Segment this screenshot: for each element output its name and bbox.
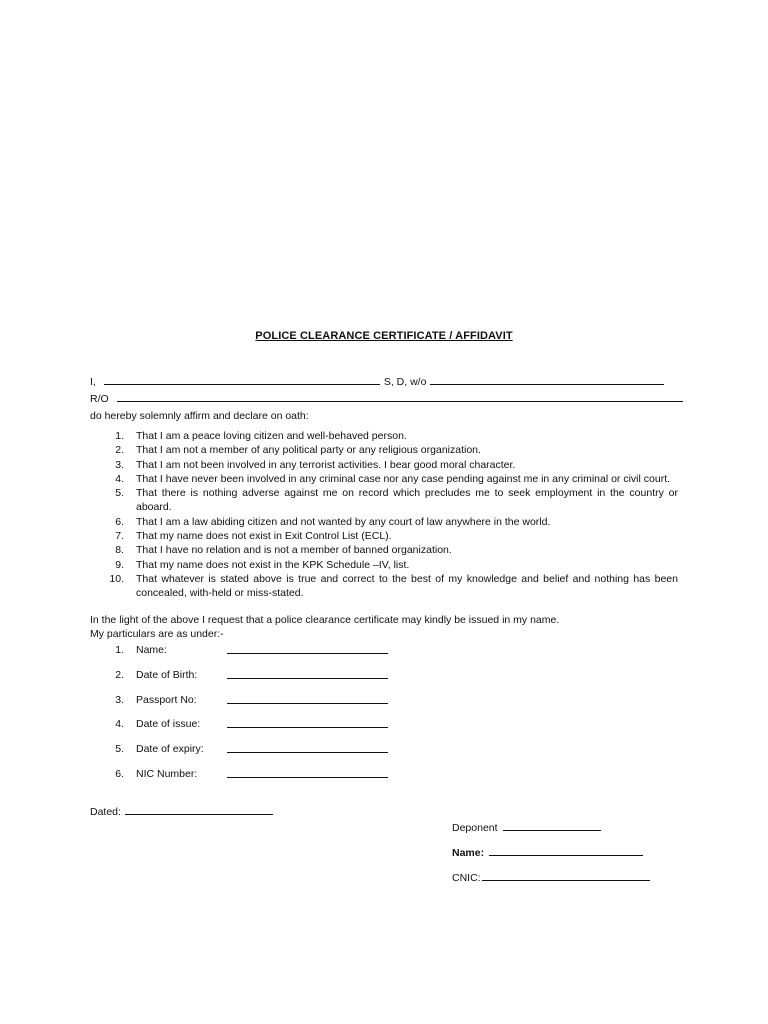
cnic-label: CNIC: — [452, 872, 481, 884]
date-of-expiry-field[interactable] — [227, 752, 388, 753]
passport-number-field[interactable] — [227, 703, 388, 704]
particular-item: 4. Date of issue: — [90, 717, 410, 742]
dated-label: Dated: — [90, 806, 121, 818]
name-blank[interactable] — [104, 375, 380, 385]
date-of-birth-field[interactable] — [227, 678, 388, 679]
deponent-label: Deponent — [452, 822, 498, 834]
name-prefix: I, — [90, 376, 96, 388]
declaration-item: 5. That there is nothing adverse against me on record which precludes me to seek employment in the country or aboard. — [115, 487, 678, 514]
residence-line — [90, 392, 683, 405]
declaration-item: 3. That I am not been involved in any terrorist activities. I bear good moral character. — [115, 458, 516, 471]
particular-label: Date of expiry: — [136, 743, 204, 756]
relation-label: S, D, w/o — [383, 376, 427, 388]
declaration-item: 2. That I am not a member of any political party or any religious organization. — [115, 444, 481, 457]
name-line — [90, 375, 664, 388]
deponent-blank[interactable] — [503, 821, 601, 831]
particular-label: NIC Number: — [136, 767, 198, 780]
declaration-item: 10. That whatever is stated above is true and correct to the best of my knowledge and belief and nothing has been concealed, with-held or miss-stated. — [109, 572, 678, 600]
particular-label: Date of issue: — [136, 718, 201, 731]
relation-blank[interactable] — [430, 375, 664, 385]
particular-item: 5. Date of expiry: — [90, 742, 410, 767]
residence-prefix: R/O — [90, 393, 109, 405]
particular-item: 1. Name: — [90, 643, 410, 668]
residence-blank[interactable] — [117, 392, 683, 402]
cnic-blank[interactable] — [482, 871, 650, 881]
declaration-item: 4. That I have never been involved in any criminal case nor any case pending against me in any criminal or civil court. — [115, 472, 671, 485]
declaration-item: 7. That my name does not exist in Exit Control List (ECL). — [115, 530, 392, 543]
deponent-line — [452, 821, 601, 834]
particular-label: Passport No: — [136, 693, 197, 706]
name-field[interactable] — [227, 653, 388, 654]
request-text: In the light of the above I request that a police clearance certificate may kindly be issued in my name. — [90, 614, 560, 626]
declaration-item: 8. That I have no relation and is not a member of banned organization. — [115, 544, 452, 557]
declaration-item: 1. That I am a peace loving citizen and well-behaved person. — [115, 430, 407, 442]
particulars-intro: My particulars are as under:- — [90, 628, 224, 640]
dated-line — [90, 805, 273, 818]
date-of-issue-field[interactable] — [227, 727, 388, 728]
particular-item: 6. NIC Number: — [90, 767, 410, 792]
particulars-list — [90, 643, 410, 792]
declaration-item: 9. That my name does not exist in the KPK Schedule –IV, list. — [115, 558, 410, 571]
dated-blank[interactable] — [125, 805, 273, 815]
oath-intro: do hereby solemnly affirm and declare on oath: — [90, 410, 309, 422]
declaration-item: 6. That I am a law abiding citizen and not wanted by any court of law anywhere in the world. — [115, 515, 551, 528]
nic-number-field[interactable] — [227, 777, 388, 778]
cnic-line — [452, 871, 650, 884]
particular-label: Name: — [136, 644, 167, 656]
signature-name-blank[interactable] — [489, 846, 643, 856]
particular-item: 2. Date of Birth: — [90, 668, 410, 693]
particular-label: Date of Birth: — [136, 668, 198, 681]
declaration-list — [90, 429, 678, 601]
document-title: POLICE CLEARANCE CERTIFICATE / AFFIDAVIT — [255, 330, 513, 342]
particular-item: 3. Passport No: — [90, 693, 410, 718]
signature-name-label: Name: — [452, 847, 485, 859]
signature-name-line — [452, 846, 643, 859]
